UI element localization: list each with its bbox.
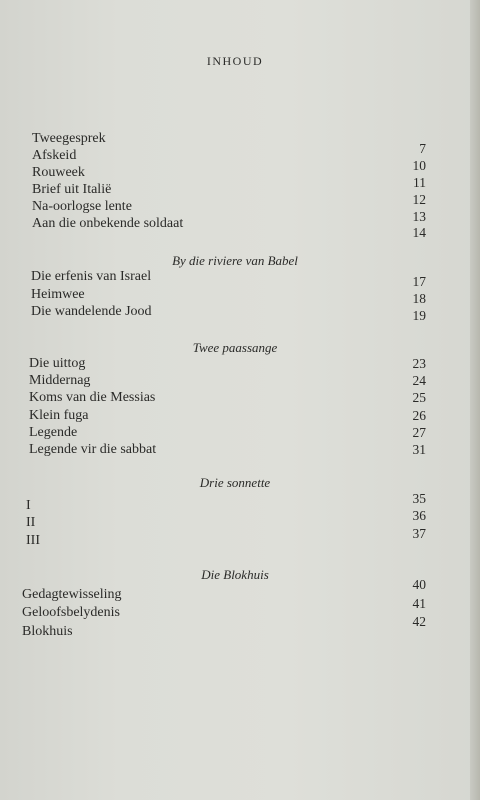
toc-entry-page: 7 [419,141,426,156]
toc-entry-page: 23 [412,356,426,371]
toc-entry-title: Koms van die Messias [29,390,156,405]
toc-entry-title: I [26,498,31,513]
toc-entry-title: Klein fuga [29,408,89,423]
toc-entry-title: Gedagtewisseling [22,587,122,602]
toc-entry-page: 14 [412,225,426,240]
toc-entry-page: 40 [412,577,426,592]
toc-entry-page: 42 [412,614,426,629]
section-heading: Die Blokhuis [201,567,269,582]
page-title: INHOUD [206,54,264,68]
toc-entry-page: 37 [412,526,426,541]
toc-entry-title: Die wandelende Jood [31,304,152,319]
toc-entry-title: Die uittog [29,356,86,371]
toc-entry-title: Na-oorlogse lente [32,199,132,214]
toc-entry-title: Afskeid [32,148,77,163]
toc-entry-page: 41 [412,596,426,611]
toc-entry-page: 27 [412,425,426,440]
toc-entry-title: Legende vir die sabbat [29,442,157,457]
toc-entry-page: 11 [413,175,426,190]
toc-entry-page: 26 [412,408,426,423]
toc-entry-title: Tweegesprek [32,131,106,146]
toc-entry-page: 31 [412,442,426,457]
toc-entry-title: Geloofsbelydenis [22,605,120,620]
toc-entry-page: 13 [412,209,426,224]
page-edge [470,0,480,800]
toc-entry-title: Brief uit Italië [32,182,112,197]
toc-entry-page: 12 [412,192,426,207]
toc-entry-title: Middernag [29,373,91,388]
toc-entry-title: III [26,533,40,548]
section-heading: Twee paassange [192,340,278,355]
toc-entry-title: Heimwee [31,287,85,302]
toc-entry-page: 35 [412,491,426,506]
toc-entry-page: 18 [412,291,426,306]
toc-entry-title: Rouweek [32,165,85,180]
toc-entry-title: Aan die onbekende soldaat [32,216,184,231]
section-heading: By die riviere van Babel [172,253,298,268]
toc-entry-page: 25 [412,390,426,405]
toc-entry-page: 10 [412,158,426,173]
toc-entry-page: 24 [412,373,426,388]
toc-entry-title: II [26,515,36,530]
toc-entry-page: 19 [412,308,426,323]
toc-entry-title: Die erfenis van Israel [31,269,152,284]
section-heading: Drie sonnette [199,475,271,490]
toc-entry-title: Legende [29,425,78,440]
toc-entry-title: Blokhuis [22,624,73,639]
toc-entry-page: 36 [412,508,426,523]
toc-entry-page: 17 [412,274,426,289]
